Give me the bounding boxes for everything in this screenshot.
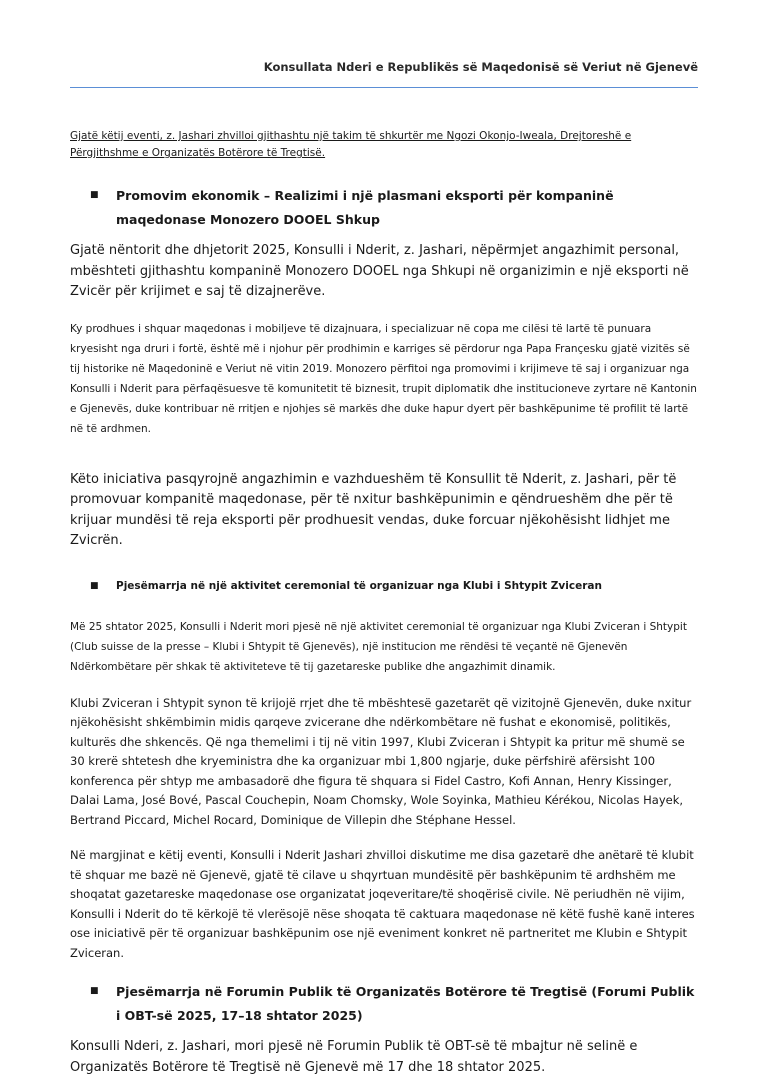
section-heading-text: Pjesëmarrja në Forumin Publik të Organizatës Botërore të Tregtisë (Forumi Publik i OBT-së 2025, 17–18 shtator 2025) [116, 984, 695, 1023]
section-heading-text: Pjesëmarrja në një aktivitet ceremonial të organizuar nga Klubi i Shtypit Zviceran [116, 579, 602, 592]
section-heading-economic-promotion [70, 184, 698, 231]
bullet-square-icon: ■ [90, 580, 99, 591]
document-body [70, 128, 698, 1078]
bullet-square-icon: ■ [90, 190, 99, 200]
paragraph: Ky prodhues i shquar maqedonas i mobiljeve të dizajnuara, i specializuar në copa me cilësi të lartë të punuara kryesisht nga druri i fortë, është më i njohur për prodhimin e karriges së përdorur nga Papa Françesku gjatë vizitës së tij historike në Maqedoninë e Veriut në vitin 2019. Monozero përfitoi nga promovimi i krijimeve të saj i organizuar nga Konsulli i Nderit para përfaqësuesve të komunitetit të biznesit, trupit diplomatik dhe institucioneve zyrtare në Kantonin e Gjenevës, duke kontribuar në rritjen e njohjes së markës dhe duke hapur dyert për bashkëpunime të profilit të lartë në të ardhmen. [70, 322, 697, 435]
section-heading-wto-forum [70, 980, 698, 1027]
paragraph: Më 25 shtator 2025, Konsulli i Nderit mori pjesë në një aktivitet ceremonial të organizuar nga Klubi Zviceran i Shtypit (Club suisse de la presse – Klubi i Shtypit të Gjenevës), një institucion me rëndësi të veçantë në Gjenevën Ndërkombëtare për shkak të aktiviteteve të tij gazetareske publike dhe angazhimit dinamik. [70, 620, 687, 673]
bullet-square-icon: ■ [90, 986, 99, 996]
section-heading-text: Promovim ekonomik – Realizimi i një plasmani eksporti për kompaninë maqedonase Monozero DOOEL Shkup [116, 188, 614, 227]
section-heading-press-club [70, 577, 698, 595]
intro-note: Gjatë këtij eventi, z. Jashari zhvilloi gjithashtu një takim të shkurtër me Ngozi Okonjo-Iweala, Drejtoreshë e Përgjithshme e Organizatës Botërore të Tregtisë. [70, 130, 632, 159]
paragraph: Këto iniciativa pasqyrojnë angazhimin e vazhdueshëm të Konsullit të Nderit, z. Jashari, për të promovuar kompanitë maqedonase, për të nxitur bashkëpunimin e qëndrueshëm dhe për të krijuar mundësi të reja eksporti për prodhuesit vendas, duke forcuar njëkohësisht lidhjet me Zvicrën. [70, 471, 677, 548]
paragraph: Gjatë nëntorit dhe dhjetorit 2025, Konsulli i Nderit, z. Jashari, nëpërmjet angazhimit personal, mbështeti gjithashtu kompaninë Monozero DOOEL nga Shkupi në organizimin e një eksporti në Zvicër për krijimet e saj të dizajnerëve. [70, 243, 689, 299]
paragraph: Klubi Zviceran i Shtypit synon të krijojë rrjet dhe të mbështesë gazetarët që vizitojnë Gjenevën, duke nxitur njëkohësisht shkëmbimin midis qarqeve zvicerane dhe ndërkombëtare në fushat e ekonomisë, politikës, kulturës dhe shkencës. Që nga themelimi i tij në vitin 1997, Klubi Zviceran i Shtypit ka pritur më shumë se 30 krerë shtetesh dhe kryeministra dhe ka organizuar mbi 1,800 ngjarje, duke përfshirë afërsisht 100 konferenca për shtyp me ambasadorë dhe figura të shquara si Fidel Castro, Kofi Annan, Henry Kissinger, Dalai Lama, José Bové, Pascal Couchepin, Noam Chomsky, Wole Soyinka, Mathieu Kérékou, Nicolas Hayek, Bertrand Piccard, Michel Rocard, Dominique de Villepin dhe Stéphane Hessel. [70, 695, 692, 827]
paragraph: Në margjinat e këtij eventi, Konsulli i Nderit Jashari zhvilloi diskutime me disa gazetarë dhe anëtarë të klubit të shquar me bazë në Gjenevë, gjatë të cilave u shqyrtuan mundësitë për bashkëpunim të ardhshëm me shoqatat gazetareske maqedonase ose organizatat joqeveritare/të shoqërisë civile. Në periudhën në vijim, Konsulli i Nderit do të kërkojë të vlerësojë nëse shoqata të caktuara maqedonase në këtë fushë kanë interes ose iniciativë për të organizuar bashkëpunim ose një eveniment konkret në partneritet me Klubin e Shtypit Zviceran. [70, 848, 695, 960]
page-header-title: Konsullata Nderi e Republikës së Maqedonisë së Veriut në Gjenevë [263, 60, 698, 74]
paragraph: Konsulli Nderi, z. Jashari, mori pjesë në Forumin Publik të OBT-së të mbajtur në selinë e Organizatës Botërore të Tregtisë në Gjenevë më 17 dhe 18 shtator 2025. [70, 1039, 638, 1075]
header-divider [70, 87, 698, 88]
